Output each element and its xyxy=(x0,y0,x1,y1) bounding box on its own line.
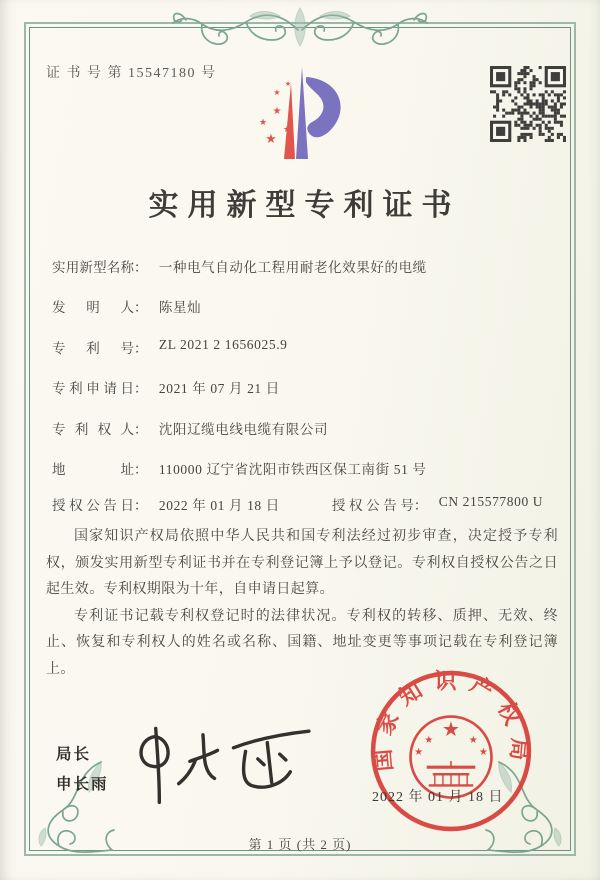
qr-code-icon xyxy=(490,66,566,142)
signature-handwriting-icon xyxy=(129,717,327,812)
dragon-ornament-top xyxy=(170,0,430,54)
field-label: 专利申请日 xyxy=(52,381,134,397)
signer-title: 局长 xyxy=(56,746,92,763)
svg-text:★: ★ xyxy=(273,88,281,97)
cnipa-official-seal-icon xyxy=(366,666,536,836)
field-label: 地址 xyxy=(52,461,134,477)
field-value: 110000 辽宁省沈阳市铁西区保工南街 51 号 xyxy=(158,461,427,477)
svg-text:★: ★ xyxy=(414,747,424,759)
svg-text:★: ★ xyxy=(284,80,292,88)
cnipa-logo-icon xyxy=(244,58,356,164)
field-value: 陈星灿 xyxy=(158,300,202,316)
field-inventor: 发明人： 陈星灿 xyxy=(52,296,564,336)
field-value: 一种电气自动化工程用耐老化效果好的电缆 xyxy=(158,260,427,275)
seal-text: 国家知识产权局 xyxy=(369,668,533,773)
seal-date: 2022 年 01 月 18 日 xyxy=(372,790,504,805)
field-value: CN 215577800 U xyxy=(438,494,544,509)
field-utility-model-name: 实用新型名称： 一种电气自动化工程用耐老化效果好的电缆 xyxy=(52,256,564,296)
svg-text:★: ★ xyxy=(478,747,488,759)
svg-text:★: ★ xyxy=(424,734,434,746)
svg-text:★: ★ xyxy=(441,716,461,741)
page-footer: 第 1 页 (共 2 页) xyxy=(248,837,352,852)
svg-text:★: ★ xyxy=(468,734,478,746)
field-value: 2021 年 07 月 21 日 xyxy=(158,381,280,397)
svg-text:★: ★ xyxy=(265,132,277,147)
field-value: 2022 年 01 月 18 日 xyxy=(158,498,280,513)
field-label: 实用新型名称 xyxy=(52,260,134,275)
certificate-title: 实用新型专利证书 xyxy=(148,189,461,222)
field-label: 发明人 xyxy=(52,300,134,316)
field-label: 专利号 xyxy=(52,340,134,356)
field-address: 地址： 110000 辽宁省沈阳市铁西区保工南街 51 号 xyxy=(52,458,564,498)
field-label: 授权公告号 xyxy=(331,498,414,513)
field-patent-number: 专利号： ZL 2021 2 1656025.9 xyxy=(52,336,288,356)
legal-paragraph-2: 专利证书记载专利权登记时的法律状况。专利权的转移、质押、无效、终止、恢复和专利权人的姓名或名称、国籍、地址变更等事项记载在专利登记簿上。 xyxy=(46,608,558,677)
field-label: 专利权人 xyxy=(52,421,134,437)
certificate-fields xyxy=(52,256,564,498)
signer-name: 申长雨 xyxy=(56,776,109,793)
svg-text:★: ★ xyxy=(282,125,292,135)
field-label: 授权公告日 xyxy=(52,498,134,513)
field-value: 沈阳辽缆电线电缆有限公司 xyxy=(158,421,329,437)
field-patentee: 专利权人： 沈阳辽缆电线电缆有限公司 xyxy=(52,418,564,458)
grant-row xyxy=(52,494,543,514)
field-grant-date: 授权公告日： 2022 年 01 月 18 日 xyxy=(52,494,280,514)
svg-text:★: ★ xyxy=(258,118,268,128)
legal-paragraph-1: 国家知识产权局依照中华人民共和国专利法经过初步审查，决定授予专利权，颁发实用新型专利证书并在专利登记簿上予以登记。专利权自授权公告之日起生效。专利权期限为十年，自申请日起算。 xyxy=(46,529,558,597)
svg-text:★: ★ xyxy=(272,106,282,117)
field-application-date: 专利申请日： 2021 年 07 月 21 日 xyxy=(52,377,564,417)
certificate-number: 证 书 号 第 15547180 号 xyxy=(46,66,217,81)
field-value: ZL 2021 2 1656025.9 xyxy=(158,336,288,352)
legal-text xyxy=(46,524,558,683)
field-grant-number: 授权公告号： CN 215577800 U xyxy=(331,494,544,513)
